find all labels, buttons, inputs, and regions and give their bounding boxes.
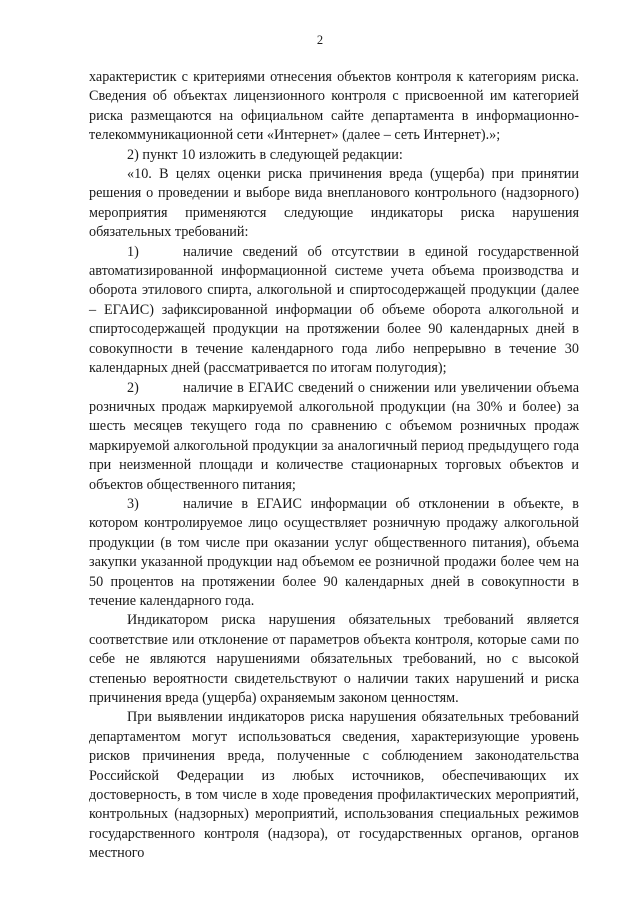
page-number: 2 bbox=[316, 33, 324, 47]
list-item-number: 3) bbox=[127, 495, 139, 512]
list-item bbox=[89, 495, 579, 611]
list-item-number: 2) bbox=[127, 379, 139, 396]
paragraph: При выявлении индикаторов риска нарушения обязательных требований департаментом могут использоваться сведения, характеризующие уровень рисков причинения вреда, полученные с соблюдением законодательства Российской Федерации из любых источников, обеспечивающих их достоверность, в том числе в ходе проведения профилактических мероприятий, контрольных (надзорных) мероприятий, использования специальных режимов государственного контроля (надзора), от государственных органов, органов местного bbox=[89, 709, 579, 862]
list-item-number: 1) bbox=[127, 243, 139, 260]
list-item bbox=[89, 379, 579, 495]
paragraph: характеристик с критериями отнесения объектов контроля к категориям риска. Сведения об объектах лицензионного контроля с присвоенной им категорией риска размещаются на официальном сайте департамента в информационно-телекоммуникационной сети «Интернет» (далее – сеть Интернет).»; bbox=[89, 69, 579, 144]
list-item-text: наличие сведений об отсутствии в единой государственной автоматизированной информационной системе учета объема производства и оборота этилового спирта, алкогольной и спиртосодержащей продукции (далее – ЕГАИС) зафиксированной информации об объеме оборота алкогольной и спиртосодержащей продукции на протяжении более 90 календарных дней в совокупности в течение календарного года либо непрерывно в течение 30 календарных дней (рассматривается по итогам полугодия); bbox=[89, 243, 579, 377]
list-item-text: наличие в ЕГАИС сведений о снижении или увеличении объема розничных продаж маркируемой алкогольной продукции (на 30% и более) за шесть месяцев текущего года по сравнению с объемом розничных продаж маркируемой алкогольной продукции за аналогичный период предыдущего года при неизменной площади и количестве стационарных торговых объектов и объектов общественного питания; bbox=[89, 379, 579, 493]
list-item-text: наличие в ЕГАИС информации об отклонении в объекте, в котором контролируемое лицо осуществляет розничную продажу алкогольной продукции (в том числе при оказании услуг общественного питания), объема закупки указанной продукции над объемом ее розничной продажи более чем на 50 процентов на протяжении более 90 календарных дней в совокупности в течение календарного года. bbox=[89, 495, 579, 609]
paragraph: «10. В целях оценки риска причинения вреда (ущерба) при принятии решения о проведении и выборе вида внепланового контрольного (надзорного) мероприятия применяются следующие индикаторы риска нарушения обязательных требований: bbox=[89, 166, 579, 241]
list-item bbox=[89, 243, 579, 379]
document-body bbox=[89, 68, 579, 864]
paragraph: Индикатором риска нарушения обязательных требований является соответствие или отклонение от параметров объекта контроля, которые сами по себе не являются нарушениями обязательных требований, но с высокой степенью вероятности свидетельствуют о наличии таких нарушений и риска причинения вреда (ущерба) охраняемым законом ценностям. bbox=[89, 612, 579, 706]
paragraph: 2) пункт 10 изложить в следующей редакции: bbox=[127, 146, 403, 163]
